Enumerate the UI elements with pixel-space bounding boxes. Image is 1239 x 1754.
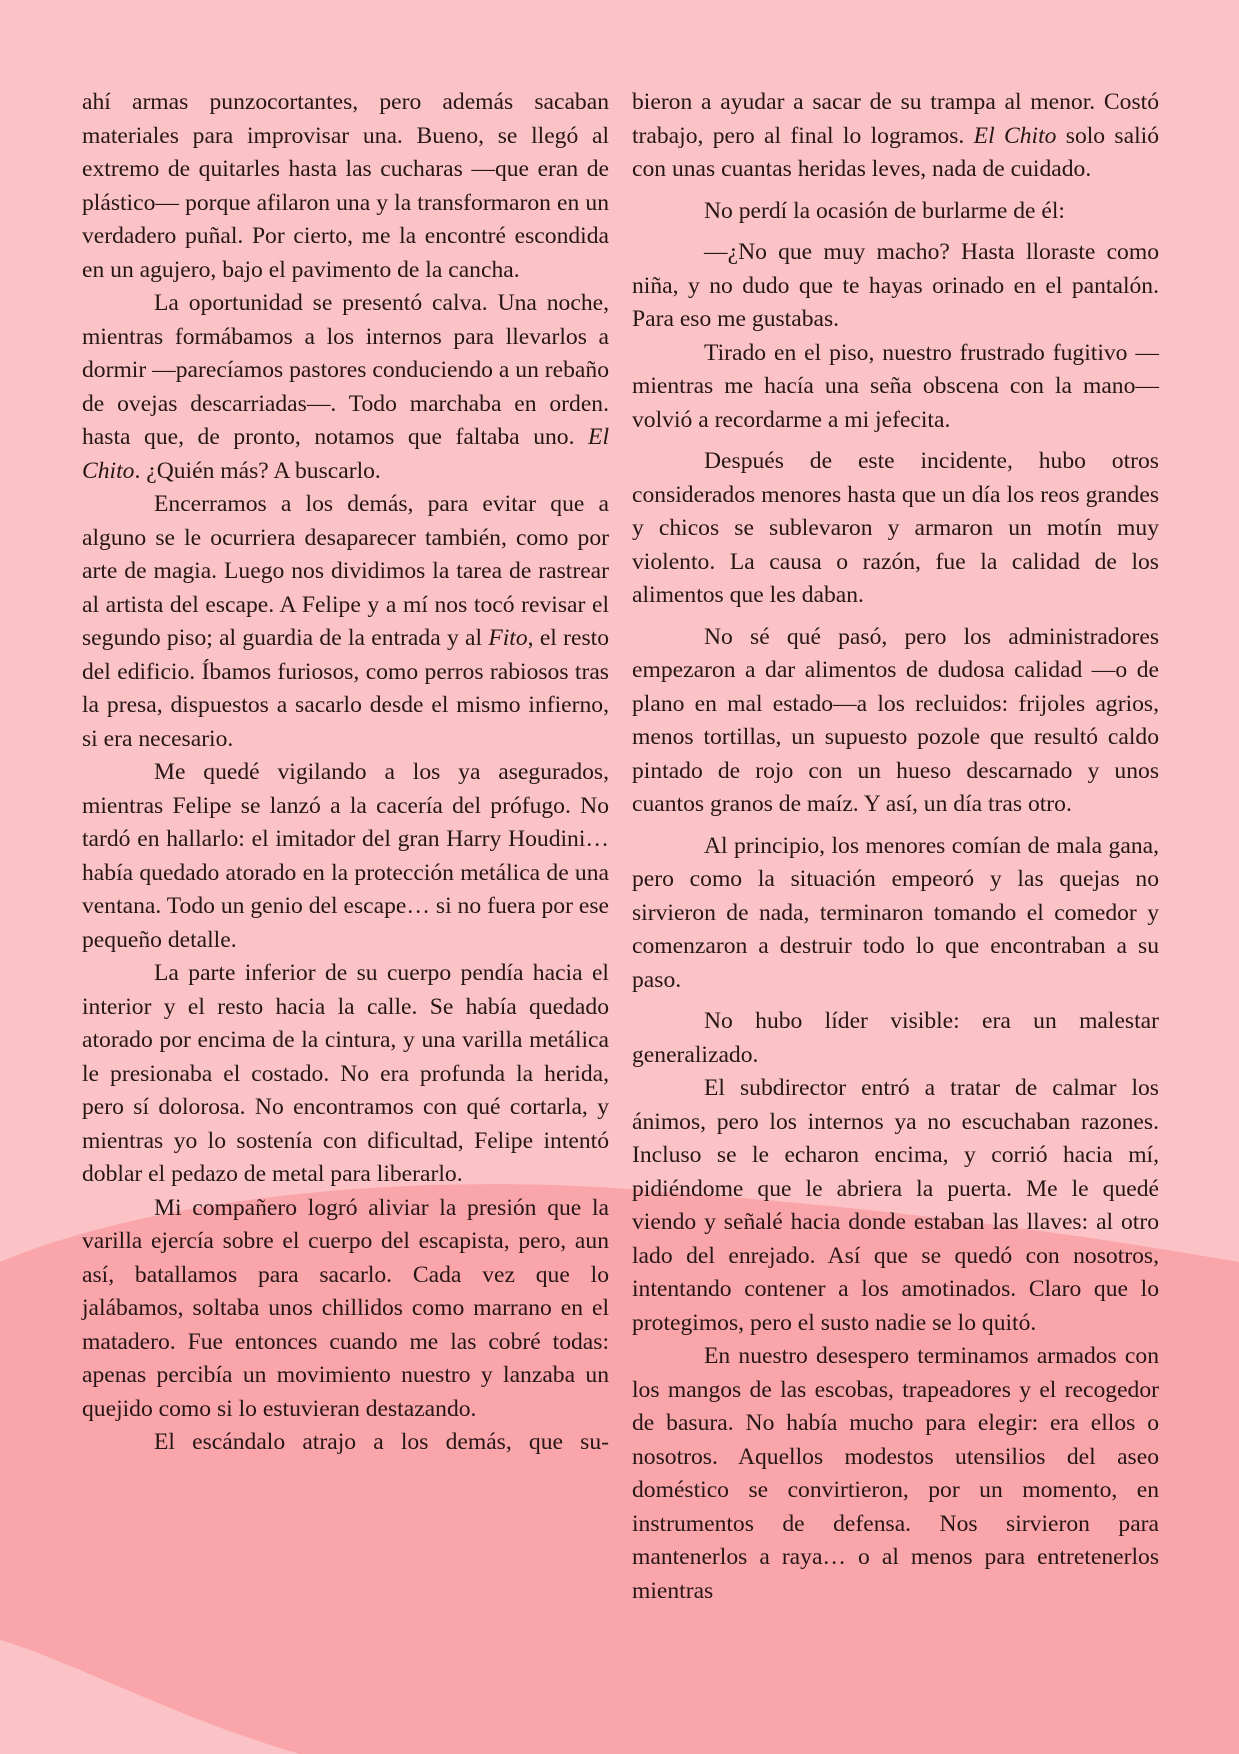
paragraph — [82, 1192, 609, 1427]
text-segment: . ¿Quién más? A buscarlo. — [134, 457, 381, 484]
text-segment: Encerramos a los demás, para evitar que a alguno se le ocurriera desaparecer también, como por arte de magia. Luego nos dividimos la tarea de rastrear al artista del escape. A Felipe y a mí nos tocó revisar el segundo piso; al guardia de la entrada y al — [82, 491, 609, 651]
paragraph — [632, 1340, 1159, 1608]
paragraph — [82, 1426, 609, 1460]
paragraph — [82, 756, 609, 957]
paragraph — [82, 957, 609, 1192]
text-segment: solo salió con unas cuantas heridas leves, nada de cuidado. — [632, 122, 1159, 182]
text-segment: No sé qué pasó, pero los administradores empezaron a dar alimentos de dudosa calidad —o de plano en mal estado—a los recluidos: frijoles agrios, menos tortillas, un supuesto pozole que resultó caldo pintado de rojo con un hueso descarnado y unos cuantos granos de maíz. Y así, un día tras otro. — [632, 623, 1159, 817]
paragraph — [632, 830, 1159, 998]
left-column — [82, 86, 609, 1460]
paragraph — [82, 287, 609, 488]
italic-name: El Chito — [973, 122, 1057, 149]
text-segment: , el resto del edificio. Íbamos furiosos, como perros rabiosos tras la presa, dispuestos a sacarlo desde el mismo infierno, si era necesario. — [82, 625, 609, 752]
text-segment: Al principio, los menores comían de mala gana, pero como la situación empeoró y las quejas no sirvieron de nada, terminaron tomando el comedor y comenzaron a destruir todo lo que encontraban a su paso. — [632, 832, 1159, 993]
paragraph — [632, 445, 1159, 613]
text-segment: No perdí la ocasión de burlarme de él: — [704, 197, 1065, 224]
text-segment: Tirado en el piso, nuestro frustrado fugitivo —mientras me hacía una seña obscena con la mano— volvió a recordarme a mi jefecita. — [632, 339, 1159, 433]
text-segment: Mi compañero logró aliviar la presión que la varilla ejercía sobre el cuerpo del escapista, pero, aun así, batallamos para sacarlo. Cada vez que lo jalábamos, soltaba unos chillidos como marrano en el matadero. Fue entonces cuando me las cobré todas: apenas percibía un movimiento nuestro y lanzaba un quejido como si lo estuvieran destazando. — [82, 1194, 609, 1422]
text-segment: No hubo líder visible: era un malestar generalizado. — [632, 1008, 1159, 1068]
paragraph — [632, 621, 1159, 822]
paragraph — [82, 86, 609, 287]
text-segment: El subdirector entró a tratar de calmar los ánimos, pero los internos ya no escuchaban razones. Incluso se le echaron encima, y corrió hacia mí, pidiéndome que le abriera la puerta. Me le quedé viendo y señalé hacia donde estaban las llaves: al otro lado del enrejado. Así que se quedó con nosotros, intentando contener a los amotinados. Claro que lo protegimos, pero el susto nadie se lo quitó. — [632, 1075, 1159, 1336]
italic-name: Fito — [488, 625, 528, 651]
text-segment: En nuestro desespero terminamos armados con los mangos de las escobas, trapeadores y el recogedor de basura. No había mucho para elegir: era ellos o nosotros. Aquellos modestos utensilios del aseo doméstico se convirtieron, por un momento, en instrumentos de defensa. Nos sirvieron para mantenerlos a raya… o al menos para entretenerlos mientras — [632, 1343, 1159, 1604]
text-segment: La parte inferior de su cuerpo pendía hacia el interior y el resto hacia la calle. Se había quedado atorado por encima de la cintura, y una varilla metálica le presionaba el costado. No era profunda la herida, pero sí dolorosa. No encontramos con qué cortarla, y mientras yo lo sostenía con dificultad, Felipe intentó doblar el pedazo de metal para liberarlo. — [82, 960, 609, 1187]
text-segment: bieron a ayudar a sacar de su trampa al menor. Costó trabajo, pero al final lo logramos. — [632, 89, 1159, 149]
right-column — [632, 86, 1159, 1608]
paragraph — [632, 86, 1159, 187]
text-segment: Después de este incidente, hubo otros considerados menores hasta que un día los reos grandes y chicos se sublevaron y armaron un motín muy violento. La causa o razón, fue la calidad de los alimentos que les daban. — [632, 448, 1159, 608]
paragraph — [82, 488, 609, 756]
text-segment: El escándalo atrajo a los demás, que su- — [154, 1429, 609, 1455]
paragraph — [632, 195, 1159, 229]
italic-name: El Chito — [82, 424, 609, 484]
text-segment: ahí armas punzocortantes, pero además sacaban materiales para improvisar una. Bueno, se llegó al extremo de quitarles hasta las cucharas —que eran de plástico— porque afilaron una y la transformaron en un verdadero puñal. Por cierto, me la encontré escondida en un agujero, bajo el pavimento de la cancha. — [82, 89, 609, 283]
text-segment: —¿No que muy macho? Hasta lloraste como niña, y no dudo que te hayas orinado en el pantalón. Para eso me gustabas. — [632, 239, 1159, 332]
paragraph — [632, 1005, 1159, 1072]
paragraph — [632, 236, 1159, 337]
text-segment: La oportunidad se presentó calva. Una noche, mientras formábamos a los internos para llevarlos a dormir —parecíamos pastores conduciendo a un rebaño de ovejas descarriadas—. Todo marchaba en orden. hasta que, de pronto, notamos que faltaba uno. — [82, 290, 609, 450]
paragraph — [632, 1072, 1159, 1340]
text-segment: Me quedé vigilando a los ya asegurados, mientras Felipe se lanzó a la cacería del prófugo. No tardó en hallarlo: el imitador del gran Harry Houdini… había quedado atorado en la protección metálica de una ventana. Todo un genio del escape… si no fuera por ese pequeño detalle. — [82, 759, 609, 953]
paragraph — [632, 337, 1159, 438]
